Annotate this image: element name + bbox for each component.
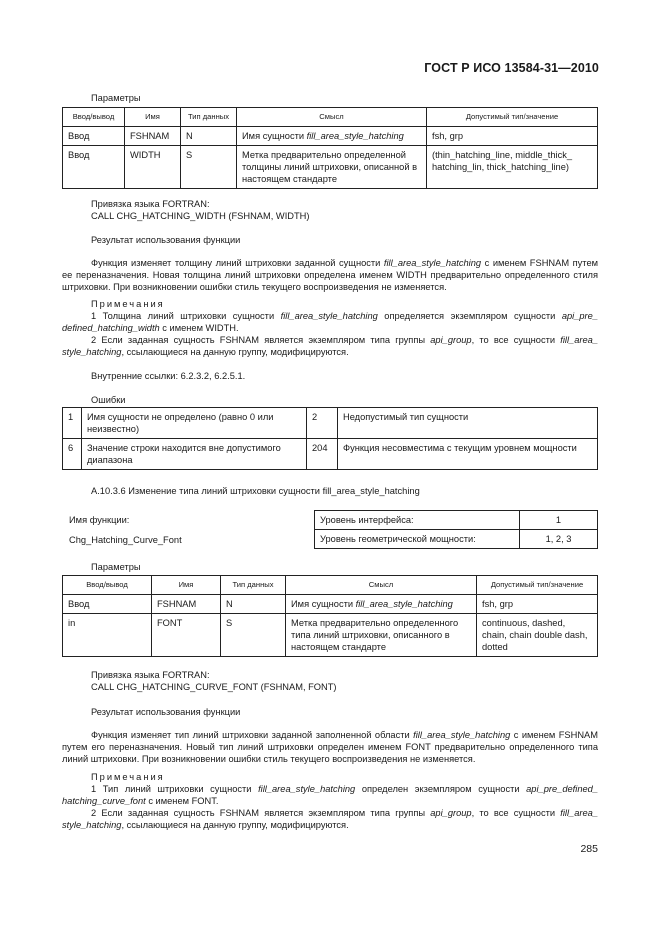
cell-io: in (63, 614, 152, 657)
table-header-row (63, 108, 598, 127)
table-row (315, 511, 598, 530)
cell-meaning: Имя сущности fill_area_style_hatching (286, 595, 477, 614)
cell-meaning: Метка предварительно определенной толщины линий штриховки, описанной в настоящем стандарте (237, 146, 427, 189)
cell-io: Ввод (63, 127, 125, 146)
error-text: Имя сущности не определено (равно 0 или неизвестно) (82, 408, 307, 439)
col-name: Имя (152, 576, 221, 595)
col-values: Допустимый тип/значение (427, 108, 598, 127)
internal-references: Внутренние ссылки: 6.2.3.2, 6.2.5.1. (91, 371, 246, 381)
note-2-1: 1 Тип линий штриховки сущности fill_area_style_hatching определен экземпляром сущности api_pre_defined_ hatching_curve_font с именем FONT. (62, 784, 598, 806)
geometry-level-value: 1, 2, 3 (520, 530, 598, 549)
cell-type: N (221, 595, 286, 614)
table-row (63, 595, 598, 614)
params-label-2: Параметры (91, 562, 141, 572)
error-code: 2 (307, 408, 338, 439)
cell-type: S (181, 146, 237, 189)
table-header-row (63, 576, 598, 595)
fortran-call-2: CALL CHG_HATCHING_CURVE_FONT (FSHNAM, FONT) (91, 682, 337, 692)
table-row (315, 530, 598, 549)
cell-name: FONT (152, 614, 221, 657)
error-code: 204 (307, 439, 338, 470)
cell-meaning: Имя сущности fill_area_style_hatching (237, 127, 427, 146)
level-table (314, 510, 598, 549)
table-row (63, 127, 598, 146)
result-label-1: Результат использования функции (91, 235, 241, 245)
cell-values: fsh, grp (427, 127, 598, 146)
notes-title-1: Примечания (91, 299, 165, 309)
col-io: Ввод/вывод (63, 108, 125, 127)
cell-name: WIDTH (125, 146, 181, 189)
col-values: Допустимый тип/значение (477, 576, 598, 595)
cell-values: (thin_hatching_line, middle_thick_ hatching_lin, thick_hatching_line) (427, 146, 598, 189)
cell-name: FSHNAM (125, 127, 181, 146)
errors-label: Ошибки (91, 395, 126, 405)
col-io: Ввод/вывод (63, 576, 152, 595)
interface-level-label: Уровень интерфейса: (315, 511, 520, 530)
errors-table (62, 407, 598, 470)
function-name: Chg_Hatching_Curve_Font (69, 535, 182, 545)
geometry-level-label: Уровень геометрической мощности: (315, 530, 520, 549)
col-type: Тип данных (221, 576, 286, 595)
table-row (63, 439, 598, 470)
cell-values: fsh, grp (477, 595, 598, 614)
col-name: Имя (125, 108, 181, 127)
section-title: А.10.3.6 Изменение типа линий штриховки сущности fill_area_style_hatching (91, 486, 420, 496)
cell-io: Ввод (63, 595, 152, 614)
table-row (63, 614, 598, 657)
col-meaning: Смысл (286, 576, 477, 595)
table-row (63, 146, 598, 189)
function-name-label: Имя функции: (69, 515, 130, 525)
error-text: Недопустимый тип сущности (338, 408, 598, 439)
fortran-binding-label-1: Привязка языка FORTRAN: (91, 199, 210, 209)
note-1-2: 2 Если заданная сущность FSHNAM является экземпляром типа группы api_group, то все сущности fill_area_ style_hatching, ссылающиеся на данную группу, модифицируются. (62, 335, 598, 357)
cell-type: S (221, 614, 286, 657)
note-1-1: 1 Толщина линий штриховки сущности fill_area_style_hatching определяется экземпляром сущности api_pre_ defined_hatching_width с именем WIDTH. (62, 311, 598, 333)
cell-type: N (181, 127, 237, 146)
result-text-1: Функция изменяет толщину линий штриховки заданной сущности fill_area_style_hatching с именем FSHNAM путем ее переназначения. Новая толщина линий штриховки определена именем WIDTH предварительно определенного стиля штриховки. При возникновении ошибки стиль текущего воспроизведения не изменяется. (62, 258, 599, 292)
fortran-binding-label-2: Привязка языка FORTRAN: (91, 670, 210, 680)
cell-name: FSHNAM (152, 595, 221, 614)
fortran-call-1: CALL CHG_HATCHING_WIDTH (FSHNAM, WIDTH) (91, 211, 310, 221)
error-text: Функция несовместима с текущим уровнем мощности (338, 439, 598, 470)
cell-values: continuous, dashed, chain, chain double dash, dotted (477, 614, 598, 657)
document-header: ГОСТ Р ИСО 13584-31—2010 (424, 61, 599, 75)
page-number: 285 (580, 843, 598, 855)
note-2-2: 2 Если заданная сущность FSHNAM является экземпляром типа группы api_group, то все сущности fill_area_ style_hatching, ссылающиеся на данную группу, модифицируются. (62, 808, 598, 830)
params-table-1 (62, 107, 598, 189)
result-text-2: Функция изменяет тип линий штриховки заданной заполненной области fill_area_style_hatching с именем FSHNAM путем его переназначения. Новый тип линий штриховки определен именем FONT предварительно определенного типа линий штриховки. При возникновении ошибки стиль текущего воспроизведения не изменяется. (62, 730, 598, 764)
table-row (63, 408, 598, 439)
params-table-2 (62, 575, 598, 657)
cell-meaning: Метка предварительно определенного типа линий штриховки, описанного в настоящем стандарте (286, 614, 477, 657)
params-label-1: Параметры (91, 93, 141, 103)
cell-io: Ввод (63, 146, 125, 189)
error-text: Значение строки находится вне допустимого диапазона (82, 439, 307, 470)
col-meaning: Смысл (237, 108, 427, 127)
error-code: 6 (63, 439, 82, 470)
result-label-2: Результат использования функции (91, 707, 241, 717)
error-code: 1 (63, 408, 82, 439)
col-type: Тип данных (181, 108, 237, 127)
interface-level-value: 1 (520, 511, 598, 530)
notes-title-2: Примечания (91, 772, 165, 782)
